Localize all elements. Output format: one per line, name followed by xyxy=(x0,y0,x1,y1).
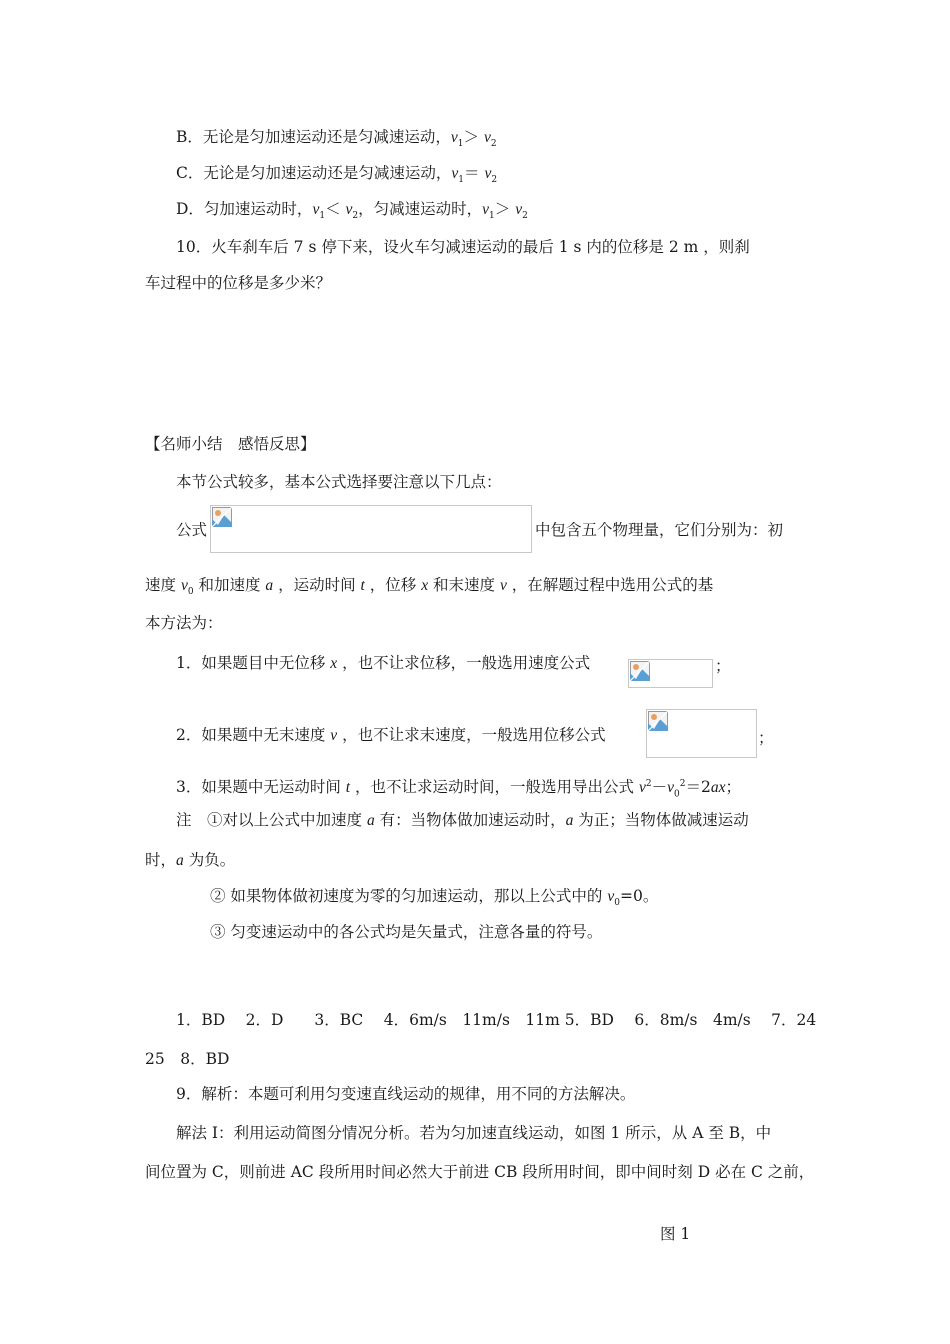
broken-image-icon xyxy=(648,711,668,731)
var-v2: v xyxy=(484,165,492,182)
item-1 xyxy=(176,652,590,675)
text: 2．如果题中无末速度 xyxy=(176,726,331,744)
text: ； xyxy=(725,778,741,797)
text: 注 ①对以上公式中加速度 xyxy=(176,811,367,829)
text: ，也不让求位移，一般选用速度公式 xyxy=(337,654,591,672)
formula-prefix: 公式 xyxy=(176,521,208,539)
var-v2: v xyxy=(345,201,353,218)
var-v1: v xyxy=(312,201,320,218)
method-label: 本方法为： xyxy=(145,614,223,632)
item-1-end: ； xyxy=(715,657,731,675)
note-3: ③ 匀变速运动中的各公式均是矢量式，注意各量的符号。 xyxy=(210,923,603,941)
option-c xyxy=(176,162,497,191)
item-3 xyxy=(176,773,741,805)
displacement-formula-image xyxy=(646,709,757,758)
answer-9: 9．解析：本题可利用匀变速直线运动的规律，用不同的方法解决。 xyxy=(176,1085,636,1103)
var-x: x xyxy=(330,655,338,672)
var-x: x xyxy=(421,577,429,594)
summary-intro: 本节公式较多，基本公式选择要注意以下几点： xyxy=(176,473,502,491)
sub-0: 0 xyxy=(187,587,194,598)
sub-1: 1 xyxy=(457,139,464,150)
broken-image-icon xyxy=(212,507,232,527)
formula-image xyxy=(210,505,532,553)
text: 速度 xyxy=(145,576,181,594)
var-a: a xyxy=(565,812,574,829)
var-v0: v xyxy=(607,888,615,905)
velocity-formula-image xyxy=(628,659,713,688)
var-v1: v xyxy=(451,165,459,182)
note-1 xyxy=(176,809,749,832)
quantities-line xyxy=(145,574,713,603)
var-ax: ax xyxy=(710,779,726,797)
sub-0: 0 xyxy=(614,898,620,909)
formula-suffix: 中包含五个物理量，它们分别为：初 xyxy=(535,521,784,539)
var-v: v xyxy=(638,779,646,797)
var-v: v xyxy=(330,727,338,744)
text: 为负。 xyxy=(183,851,236,869)
sub-2: 2 xyxy=(491,175,498,186)
sup-2: 2 xyxy=(645,779,652,789)
question-10-line2: 车过程中的位移是多少米？ xyxy=(145,274,332,292)
text: 为正；当物体做减速运动 xyxy=(573,811,749,829)
note-2 xyxy=(210,885,658,914)
var-v2: v xyxy=(515,201,523,218)
text: 3．如果题中无运动时间 xyxy=(176,778,346,797)
text: =0。 xyxy=(619,887,659,905)
compare-sign: ＞ xyxy=(494,200,511,218)
var-a: a xyxy=(265,577,274,594)
answers-line2: 25 8．BD xyxy=(145,1050,230,1068)
var-v0: v xyxy=(667,779,674,797)
equals: ＝2 xyxy=(685,778,711,797)
question-10-line1: 10．火车刹车后 7 s 停下来，设火车匀减速运动的最后 1 s 内的位移是 2 m ，则刹 xyxy=(176,238,750,256)
var-v0: v xyxy=(180,577,188,594)
figure-caption: 图 1 xyxy=(660,1225,691,1243)
method-1-line1: 解法 I：利用运动简图分情况分析。若为匀加速直线运动，如图 1 所示，从 A 至 B，中 xyxy=(176,1124,772,1142)
var-t: t xyxy=(345,779,351,797)
sub-1: 1 xyxy=(458,175,464,186)
compare-sign: ＜ xyxy=(325,200,341,218)
compare-sign: ＝ xyxy=(464,164,480,182)
var-v1: v xyxy=(482,201,490,218)
option-b-text: B．无论是匀加速运动还是匀减速运动， xyxy=(176,128,451,146)
note-1-cont xyxy=(145,849,235,872)
item-2 xyxy=(176,724,606,747)
var-v2: v xyxy=(483,129,491,146)
text: ，也不让求末速度，一般选用位移公式 xyxy=(337,726,606,744)
compare-sign: ＞ xyxy=(463,128,480,146)
broken-image-icon xyxy=(630,661,650,681)
text: ，运动时间 xyxy=(273,576,361,594)
text: 和末速度 xyxy=(428,576,500,594)
text: 1．如果题目中无位移 xyxy=(176,654,331,672)
text: 时， xyxy=(145,851,177,869)
var-v1: v xyxy=(450,129,458,146)
sub-2: 2 xyxy=(490,139,497,150)
method-1-line2: 间位置为 C，则前进 AC 段所用时间必然大于前进 CB 段所用时间，即中间时刻 D 必在 C 之前， xyxy=(145,1163,815,1181)
sub-2: 2 xyxy=(522,211,528,222)
minus: － xyxy=(651,778,668,797)
var-v: v xyxy=(499,577,507,594)
text: 和加速度 xyxy=(193,576,266,594)
option-d-mid: ，匀减速运动时， xyxy=(358,200,483,218)
item-2-end: ； xyxy=(758,729,774,747)
var-a: a xyxy=(366,812,375,829)
summary-heading: 【名师小结 感悟反思】 xyxy=(145,435,316,453)
sub-0: 0 xyxy=(674,789,680,800)
answers-line1: 1．BD 2．D 3．BC 4．6m/s 11m/s 11m 5．BD 6．8m/s 4m/s 7．24 xyxy=(176,1011,817,1029)
text: ，也不让求运动时间，一般选用导出公式 xyxy=(350,778,639,797)
text: 有：当物体做加速运动时， xyxy=(374,811,566,829)
var-t: t xyxy=(360,577,365,594)
sub-1: 1 xyxy=(319,211,326,222)
text: ，在解题过程中选用公式的基 xyxy=(506,576,714,594)
option-c-text: C．无论是匀加速运动还是匀减速运动， xyxy=(176,164,452,182)
option-b xyxy=(176,126,497,155)
sub-1: 1 xyxy=(489,211,495,222)
option-d-text: D．匀加速运动时， xyxy=(176,200,313,218)
sup-2: 2 xyxy=(679,779,686,789)
text: ，位移 xyxy=(364,576,422,594)
sub-2: 2 xyxy=(352,211,359,222)
option-d xyxy=(176,198,528,227)
var-a: a xyxy=(176,852,184,869)
text: ② 如果物体做初速度为零的匀加速运动，那以上公式中的 xyxy=(210,887,608,905)
